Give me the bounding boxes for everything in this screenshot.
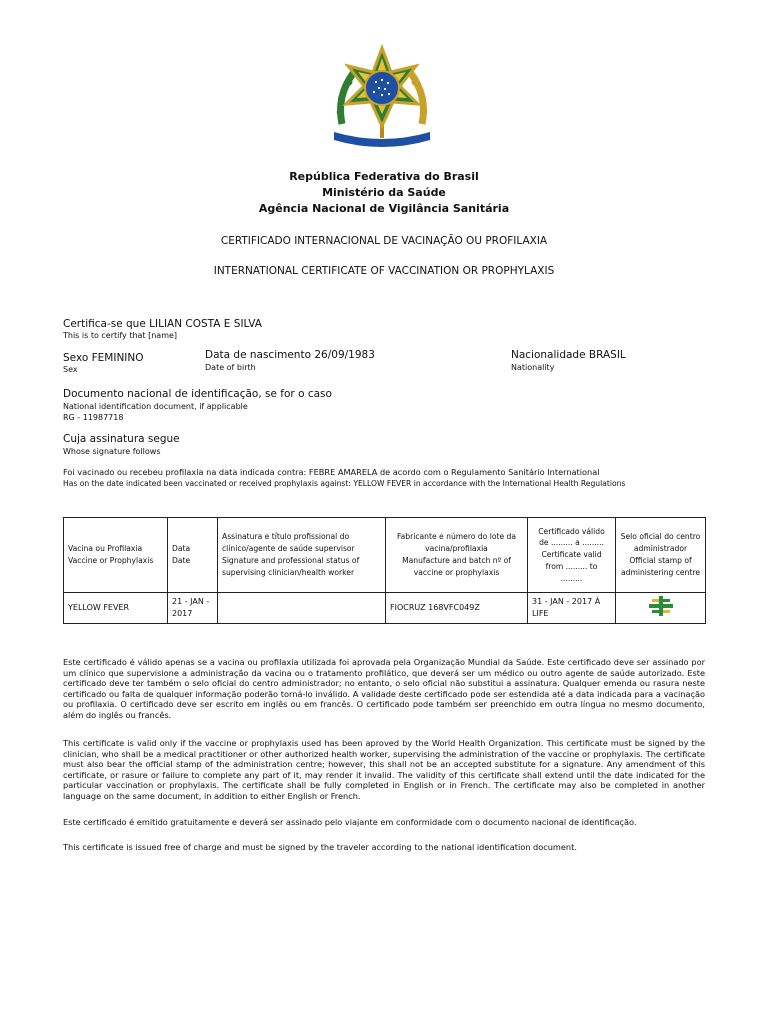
header-republic: República Federativa do Brasil (289, 170, 479, 183)
header-date-pt: Data (172, 544, 191, 554)
cell-validity: 31 - JAN - 2017 À LIFE (528, 593, 616, 624)
vaccinated-statement-pt: Foi vacinado ou recebeu profilaxia na data indicada contra: FEBRE AMARELA de acordo com o Regulamento Sanitário International (63, 467, 600, 477)
id-doc-value: RG - 11987718 (63, 413, 124, 422)
sex-english: Sex (63, 365, 78, 374)
header-stamp-en: Official stamp of administering centre (620, 556, 701, 577)
header-validity-en2: from ......... to (545, 561, 598, 571)
table-header-row (64, 518, 706, 593)
sex-value: FEMININO (91, 352, 144, 364)
header-vaccine-pt: Vacina ou Profilaxia (68, 544, 143, 554)
certify-label: Certifica-se que (63, 318, 146, 330)
header-signature-pt: Assinatura e título profissional do clínico/agente de saúde supervisor (222, 532, 355, 554)
vaccination-table (63, 517, 706, 624)
cell-signature (218, 593, 386, 624)
signature-label: Cuja assinatura segue (63, 433, 180, 445)
header-manufacturer-en: Manufacture and batch nº of vaccine or prophylaxis (402, 556, 511, 577)
certify-english: This is to certify that [name] (63, 331, 178, 340)
header-ministry: Ministério da Saúde (322, 186, 446, 199)
holder-name: LILIAN COSTA E SILVA (149, 318, 262, 330)
free-of-charge-pt: Este certificado é emitido gratuitamente e deverá ser assinado pelo viajante em conformidade com o documento nacional de identificação. (63, 817, 637, 827)
title-english: INTERNATIONAL CERTIFICATE OF VACCINATION OR PROPHYLAXIS (213, 265, 555, 277)
header-validity-pt2: de ......... a ......... (539, 538, 604, 548)
title-portuguese: CERTIFICADO INTERNACIONAL DE VACINAÇÃO OU PROFILAXIA (220, 235, 548, 247)
validity-paragraph-pt: Este certificado é válido apenas se a vacina ou profilaxia utilizada foi aprovada pela Organização Mundial da Saúde. Este certificado deve ser assinado por um clínico que supervisione a administração da vacina ou o tratamento profilático, que deverá ser um médico ou outro agente de saúde autorizado. Este certificado deve ter também o selo oficial do centro administrador; no entanto, o selo oficial não substitui a assinatura. Qualquer emenda ou rasura neste certificado ou falta de qualquer informação poderão torná-lo inválido. A validade deste certificado pode ser estendida até a data indicada para a vacinação ou profilaxia. O certificado deve ser escrito em inglês ou em francês. O certificado pode também ser preenchido em outra língua no mesmo documento, além do inglês ou francês. (63, 657, 705, 720)
free-of-charge-en: This certificate is issued free of charge and must be signed by the traveler according to the national identification document. (63, 842, 577, 852)
cell-date: 21 - JAN - 2017 (168, 593, 218, 624)
id-doc-english: National identification document, if applicable (63, 402, 248, 411)
header-date-en: Date (172, 556, 191, 565)
cell-manufacturer: FIOCRUZ 168VFC049Z (386, 593, 528, 624)
header-stamp-pt: Selo oficial do centro administrador (620, 532, 701, 554)
header-validity-en3: ......... (560, 573, 583, 583)
table-row (64, 593, 706, 624)
vaccinated-statement-en: Has on the date indicated been vaccinated or received prophylaxis against: YELLOW FEVER in accordance with the International Health Regulations (63, 479, 626, 488)
cell-stamp (616, 593, 706, 624)
header-manufacturer-pt: Fabricante e número do lote da vacina/profilaxia (396, 532, 517, 554)
header-stamp (616, 518, 706, 593)
header-vaccine (64, 518, 168, 593)
nationality-label: Nacionalidade (511, 349, 586, 361)
header-validity (528, 518, 616, 593)
certify-line (63, 318, 262, 330)
official-stamp-icon (646, 595, 676, 617)
coat-of-arms-icon (326, 44, 438, 152)
dob-label: Data de nascimento (205, 349, 312, 361)
validity-paragraph-en: This certificate is valid only if the vaccine or prophylaxis used has been aproved by the World Health Organization. This certificate must be signed by the clinician, who shall be a medical practitioner or other authorized health worker, supervising the administration of the vaccine or prophylaxis. The certificate must also bear the official stamp of the administration centre; however, this shall not be an accepted substitute for a signature. Any amendment of this certificate, or rasure or failure to complete any part of it, may render it invalid. The validity of this certificate shall extend until the date indicated for the particular vaccination or prophylaxis. The certificate shall be fully completed in English or in French. The certificate may also be completed in another language on the same document, in addition to either English or French. (63, 738, 705, 801)
header-vaccine-en: Vaccine or Prophylaxis (68, 556, 154, 565)
header-signature-en: Signature and professional status of supervising clinician/health worker (222, 556, 360, 577)
header-validity-pt1: Certificado válido (538, 526, 605, 536)
dob-english: Date of birth (205, 363, 256, 372)
header-agency: Agência Nacional de Vigilância Sanitária (258, 202, 510, 215)
nationality-line (511, 349, 626, 361)
sex-line (63, 352, 144, 364)
cell-vaccine: YELLOW FEVER (64, 593, 168, 624)
header-date (168, 518, 218, 593)
nationality-value: BRASIL (588, 349, 626, 361)
header-signature (218, 518, 386, 593)
nationality-english: Nationality (511, 363, 555, 372)
dob-line (205, 349, 375, 361)
signature-english: Whose signature follows (63, 447, 161, 456)
header-validity-en1: Certificate valid (541, 550, 602, 560)
id-doc-label: Documento nacional de identificação, se for o caso (63, 388, 332, 400)
sex-label: Sexo (63, 352, 89, 364)
header-manufacturer (386, 518, 528, 593)
dob-value: 26/09/1983 (314, 349, 375, 361)
